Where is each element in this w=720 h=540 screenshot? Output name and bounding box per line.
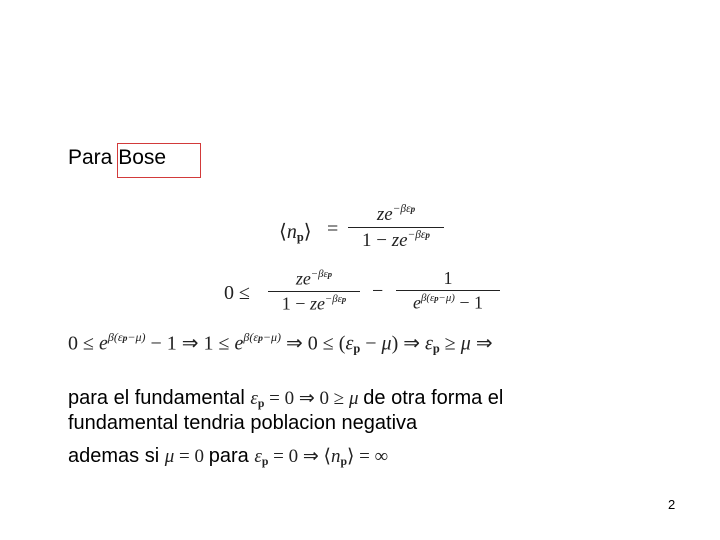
line1-text-end: de otra forma el <box>363 387 504 409</box>
page-number: 2 <box>668 497 676 512</box>
line1-text-start: para el fundamental <box>68 387 245 409</box>
text-line-negative-population: fundamental tendria poblacion negativa <box>68 412 418 434</box>
slide-title: Para Bose <box>68 146 167 169</box>
line3-text-start: ademas si <box>68 445 160 467</box>
equation-occupation: $⟨n_p⟩$ = $ze^{-\beta\varepsilon p}$ $1 - ze^{-\beta\varepsilon p}$ <box>0 0 720 540</box>
text-line-ademas <box>68 445 388 469</box>
inline-math-infinity: $\varepsilon_p = 0$ ⇒ $⟨n_p⟩$ = ∞ <box>254 446 389 468</box>
highlight-box <box>117 143 201 178</box>
line3-text-middle: para <box>208 445 249 467</box>
equation-inequality: 0 ≤ $ze^{-\beta\varepsilon p}$ $1 - ze^{-\beta\varepsilon p}$ − 1 $e^{\beta(\varepsilon p-\mu)} - 1$ <box>0 0 720 540</box>
inline-math-fundamental: $\varepsilon_p = 0$ ⇒ 0 ≥ μ <box>250 388 359 410</box>
equation-implication-chain: $0 \le e^{\beta(\varepsilon p-\mu)} - 1$ ⇒ $1 \le e^{\beta(\varepsilon p-\mu)}$ ⇒ $0 \le (\varepsilon_p - \mu)$ ⇒ $\varepsilon_p \ge \mu$ ⇒ <box>68 330 493 356</box>
inline-math-mu-zero: μ = 0 <box>164 446 209 467</box>
text-line-fundamental <box>68 387 503 411</box>
